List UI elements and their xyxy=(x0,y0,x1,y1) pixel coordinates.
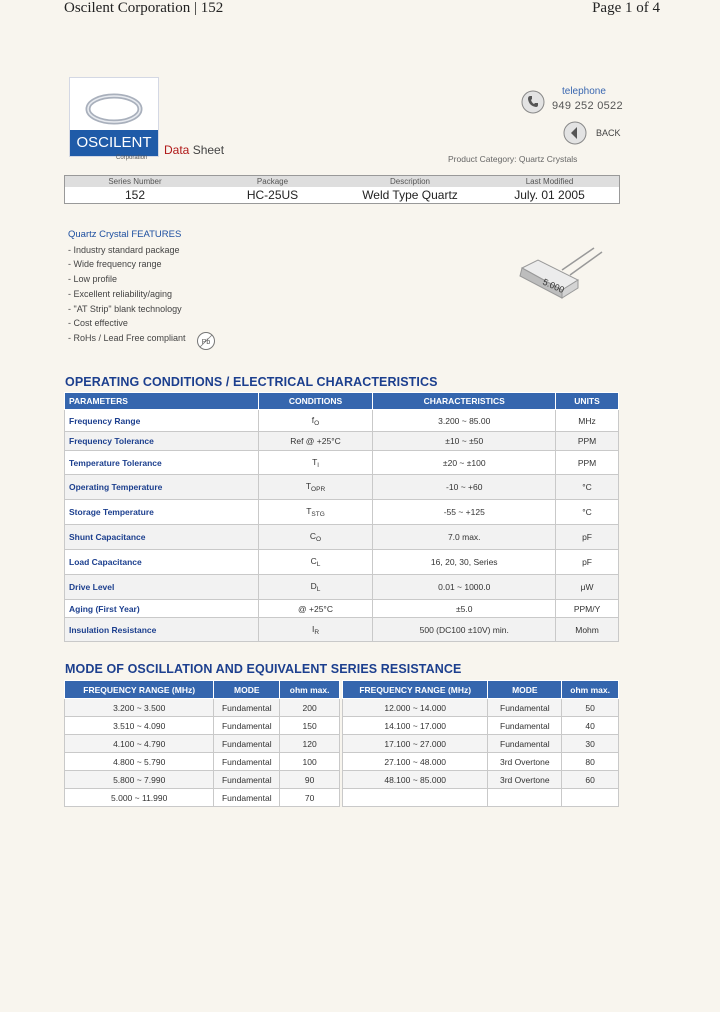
feature-item: - "AT Strip" blank technology xyxy=(68,303,182,314)
mode-cell: 3rd Overtone xyxy=(488,771,562,789)
ohm-cell: 200 xyxy=(280,699,340,717)
mode-cell: Fundamental xyxy=(214,771,280,789)
unit-cell: Mohm xyxy=(556,618,619,642)
condition-cell xyxy=(258,550,373,575)
table-row xyxy=(65,432,619,451)
table-row xyxy=(65,475,619,500)
series-header-cell: Series Number xyxy=(108,177,162,186)
condition-symbol: f xyxy=(311,414,315,425)
unit-cell: PPM xyxy=(556,432,619,451)
table-row xyxy=(343,753,619,771)
logo-subtitle: Corporation xyxy=(116,155,148,161)
condition-subscript: R xyxy=(314,628,320,636)
table-header-row xyxy=(65,393,619,410)
condition-subscript: L xyxy=(316,561,321,568)
table-row xyxy=(343,789,619,807)
table-row xyxy=(343,771,619,789)
characteristic-cell: -10 ~ +60 xyxy=(373,475,556,500)
characteristic-cell: 7.0 max. xyxy=(373,525,556,550)
table-header-row xyxy=(343,681,619,699)
table-row xyxy=(343,717,619,735)
rohs-pb-free-icon xyxy=(196,331,216,351)
ohm-cell: 120 xyxy=(280,735,340,753)
condition-symbol: C xyxy=(309,531,317,541)
feature-item: - Industry standard package xyxy=(68,244,180,255)
crystal-label: 5.000 xyxy=(541,276,566,295)
mode-table-left xyxy=(64,680,340,807)
condition-subscript: L xyxy=(316,586,321,593)
unit-cell: PPM xyxy=(556,451,619,475)
column-header: FREQUENCY RANGE (MHz) xyxy=(65,681,214,699)
product-category: Product Category: Quartz Crystals xyxy=(448,154,578,164)
series-info-table xyxy=(64,175,620,204)
feature-item: - Cost effective xyxy=(68,318,128,329)
mode-section-title: MODE OF OSCILLATION AND EQUIVALENT SERIES RESISTANCE xyxy=(65,662,462,676)
condition-subscript: l xyxy=(317,461,319,469)
mode-cell: Fundamental xyxy=(214,735,280,753)
table-row xyxy=(65,525,619,550)
condition-subscript: STG xyxy=(311,511,325,518)
condition-subscript: O xyxy=(314,419,320,427)
telephone-number[interactable]: 949 252 0522 xyxy=(552,100,623,112)
parameter-name: Drive Level xyxy=(65,575,259,600)
condition-symbol: T xyxy=(312,456,318,467)
series-header-row xyxy=(65,176,619,187)
mode-cell: Fundamental xyxy=(488,735,562,753)
ohm-cell: 90 xyxy=(280,771,340,789)
mode-cell: 3rd Overtone xyxy=(488,753,562,771)
mode-cell: Fundamental xyxy=(488,717,562,735)
page-number: Page 1 of 4 xyxy=(592,0,660,16)
condition-subscript: O xyxy=(316,536,322,543)
column-header: CONDITIONS xyxy=(258,393,373,410)
column-header: ohm max. xyxy=(562,681,619,699)
column-header: PARAMETERS xyxy=(65,393,259,410)
condition-cell xyxy=(258,475,373,500)
table-row xyxy=(65,600,619,618)
parameter-name: Temperature Tolerance xyxy=(65,451,259,475)
condition-cell xyxy=(258,618,373,642)
characteristic-cell: 16, 20, 30, Series xyxy=(373,550,556,575)
range-cell xyxy=(343,789,488,807)
ohm-cell: 40 xyxy=(562,717,619,735)
table-row xyxy=(65,735,340,753)
condition-cell xyxy=(258,500,373,525)
ohm-cell: 50 xyxy=(562,699,619,717)
series-value-cell: HC-25US xyxy=(246,188,299,202)
logo-text: OSCILENT xyxy=(70,130,158,156)
series-value-cell: 152 xyxy=(124,188,146,202)
range-cell: 27.100 ~ 48.000 xyxy=(343,753,488,771)
ring-logo-icon xyxy=(84,92,144,126)
operating-section-title: OPERATING CONDITIONS / ELECTRICAL CHARACTERISTICS xyxy=(65,375,438,389)
range-cell: 3.510 ~ 4.090 xyxy=(65,717,214,735)
series-value-cell: Weld Type Quartz xyxy=(362,188,458,202)
column-header: UNITS xyxy=(556,393,619,410)
unit-cell: °C xyxy=(556,500,619,525)
unit-cell: PPM/Y xyxy=(556,600,619,618)
parameter-name: Storage Temperature xyxy=(65,500,259,525)
rohs-badge-text: Pb xyxy=(201,339,211,346)
characteristic-cell: 3.200 ~ 85.00 xyxy=(373,410,556,432)
condition-symbol: I xyxy=(311,623,315,634)
feature-item: - RoHs / Lead Free compliant xyxy=(68,332,186,343)
column-header: FREQUENCY RANGE (MHz) xyxy=(343,681,488,699)
table-row xyxy=(65,618,619,642)
condition-cell xyxy=(258,451,373,475)
range-cell: 48.100 ~ 85.000 xyxy=(343,771,488,789)
ohm-cell: 150 xyxy=(280,717,340,735)
condition-cell xyxy=(258,575,373,600)
table-row xyxy=(65,771,340,789)
parameter-name: Operating Temperature xyxy=(65,475,259,500)
table-row xyxy=(65,699,340,717)
range-cell: 14.100 ~ 17.000 xyxy=(343,717,488,735)
ohm-cell xyxy=(562,789,619,807)
data-word: Data xyxy=(164,143,190,157)
condition-cell: @ +25°C xyxy=(258,600,373,618)
crystal-product-image xyxy=(512,240,612,310)
condition-symbol: T xyxy=(306,506,312,516)
mode-table-right xyxy=(342,680,619,807)
parameter-name: Load Capacitance xyxy=(65,550,259,575)
table-header-row xyxy=(65,681,340,699)
table-row xyxy=(65,550,619,575)
condition-symbol: C xyxy=(310,556,317,566)
parameter-name: Aging (First Year) xyxy=(65,600,259,618)
feature-item: - Excellent reliability/aging xyxy=(68,288,173,299)
series-value-cell: July. 01 2005 xyxy=(514,188,585,202)
mode-cell: Fundamental xyxy=(214,789,280,807)
oscilent-logo[interactable] xyxy=(69,77,159,157)
table-row xyxy=(343,699,619,717)
table-row xyxy=(65,717,340,735)
series-header-cell: Description xyxy=(389,177,430,186)
parameter-name: Frequency Range xyxy=(65,410,259,432)
characteristic-cell: 0.01 ~ 1000.0 xyxy=(373,575,556,600)
feature-item: - Wide frequency range xyxy=(68,259,162,270)
data-sheet-title xyxy=(164,143,224,157)
characteristic-cell: ±5.0 xyxy=(373,600,556,618)
unit-cell: MHz xyxy=(556,410,619,432)
table-row xyxy=(65,500,619,525)
parameter-name: Insulation Resistance xyxy=(65,618,259,642)
mode-cell: Fundamental xyxy=(214,717,280,735)
page-header-title: Oscilent Corporation | 152 xyxy=(64,0,224,16)
range-cell: 5.800 ~ 7.990 xyxy=(65,771,214,789)
unit-cell: °C xyxy=(556,475,619,500)
condition-symbol: T xyxy=(305,481,312,491)
characteristic-cell: 500 (DC100 ±10V) min. xyxy=(373,618,556,642)
ohm-cell: 100 xyxy=(280,753,340,771)
operating-table xyxy=(64,392,619,642)
series-value-row xyxy=(65,187,619,203)
range-cell: 4.100 ~ 4.790 xyxy=(65,735,214,753)
range-cell: 17.100 ~ 27.000 xyxy=(343,735,488,753)
ohm-cell: 70 xyxy=(280,789,340,807)
condition-cell: Ref @ +25°C xyxy=(258,432,373,451)
table-row xyxy=(65,575,619,600)
column-header: CHARACTERISTICS xyxy=(373,393,556,410)
column-header: ohm max. xyxy=(280,681,340,699)
characteristic-cell: ±20 ~ ±100 xyxy=(373,451,556,475)
table-row xyxy=(65,753,340,771)
range-cell: 4.800 ~ 5.790 xyxy=(65,753,214,771)
mode-cell: Fundamental xyxy=(488,699,562,717)
unit-cell: μW xyxy=(556,575,619,600)
sheet-word: Sheet xyxy=(192,143,225,157)
ohm-cell: 80 xyxy=(562,753,619,771)
condition-subscript: OPR xyxy=(311,486,326,493)
unit-cell: pF xyxy=(556,550,619,575)
parameter-name: Frequency Tolerance xyxy=(65,432,259,451)
unit-cell: pF xyxy=(556,525,619,550)
table-row xyxy=(65,410,619,432)
column-header: MODE xyxy=(488,681,562,699)
characteristic-cell: ±10 ~ ±50 xyxy=(373,432,556,451)
back-arrow-icon[interactable] xyxy=(563,121,587,145)
condition-cell xyxy=(258,410,373,432)
series-header-cell: Last Modified xyxy=(525,177,574,186)
condition-cell xyxy=(258,525,373,550)
feature-item: - Low profile xyxy=(68,274,118,285)
ohm-cell: 60 xyxy=(562,771,619,789)
phone-icon xyxy=(521,90,545,114)
mode-cell xyxy=(488,789,562,807)
ohm-cell: 30 xyxy=(562,735,619,753)
parameter-name: Shunt Capacitance xyxy=(65,525,259,550)
back-link[interactable]: BACK xyxy=(596,128,621,138)
range-cell: 3.200 ~ 3.500 xyxy=(65,699,214,717)
features-title: Quartz Crystal FEATURES xyxy=(68,229,182,240)
range-cell: 12.000 ~ 14.000 xyxy=(343,699,488,717)
mode-cell: Fundamental xyxy=(214,753,280,771)
mode-cell: Fundamental xyxy=(214,699,280,717)
table-row xyxy=(65,789,340,807)
table-row xyxy=(65,451,619,475)
telephone-label: telephone xyxy=(562,86,606,97)
column-header: MODE xyxy=(214,681,280,699)
condition-symbol: D xyxy=(310,581,317,591)
range-cell: 5.000 ~ 11.990 xyxy=(65,789,214,807)
table-row xyxy=(343,735,619,753)
features-list xyxy=(68,228,186,346)
series-header-cell: Package xyxy=(256,177,289,186)
characteristic-cell: -55 ~ +125 xyxy=(373,500,556,525)
